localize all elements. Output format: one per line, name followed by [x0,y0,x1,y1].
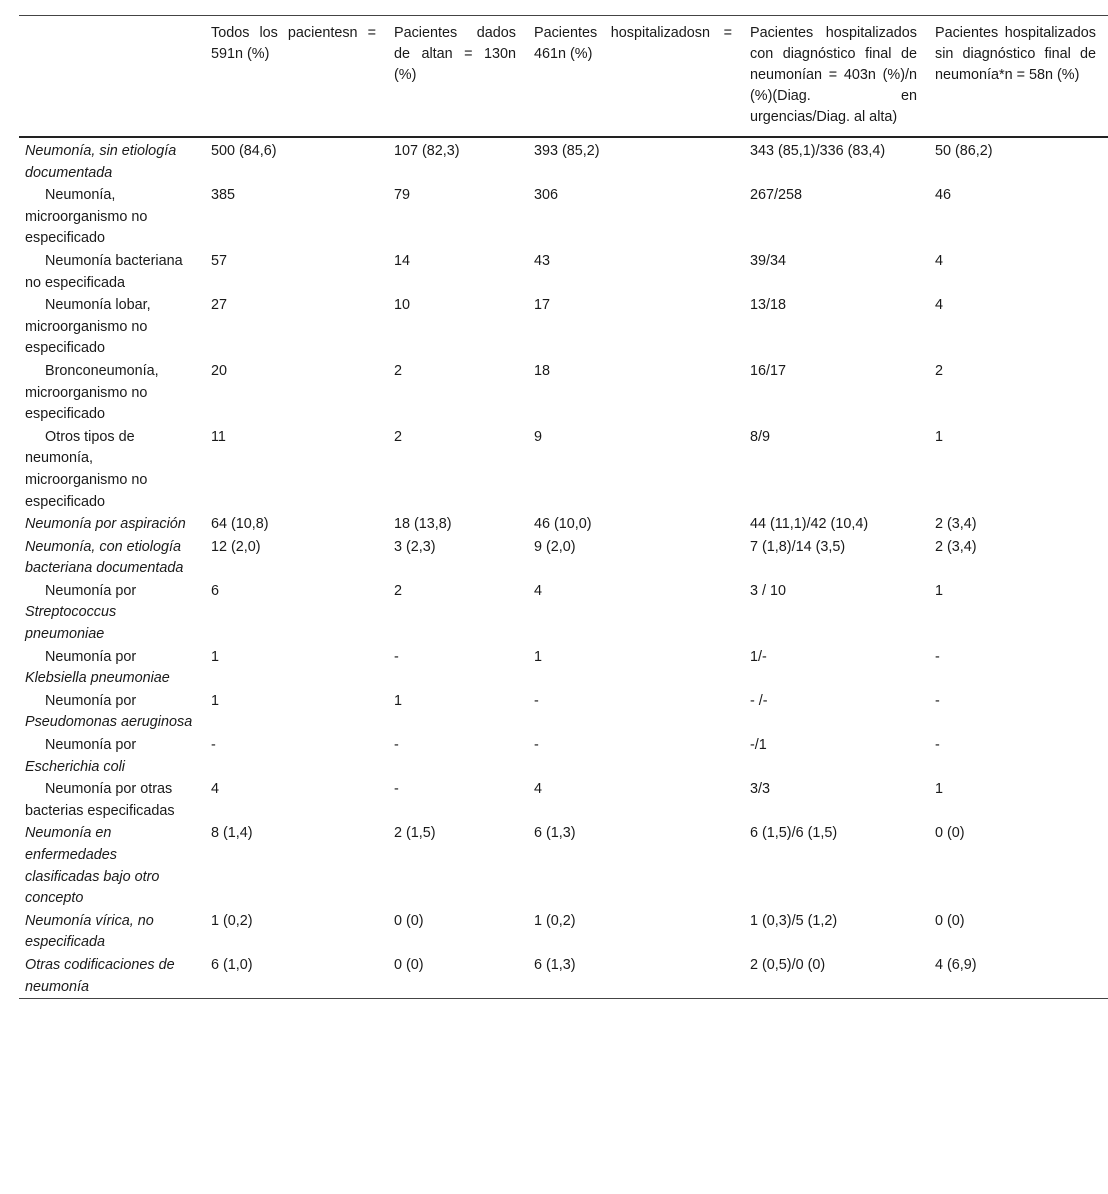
table-cell: 8 (1,4) [211,825,253,842]
table-row [19,536,1108,580]
row-label [19,426,205,513]
table-cell: 14 [394,252,411,269]
table-cell: 57 [211,252,228,269]
row-label [19,137,205,184]
organism-name: Streptococcus pneumoniae [25,604,117,643]
table-cell: 0 (0) [394,912,424,929]
table-row [19,426,1108,513]
table-cell: 393 (85,2) [534,143,600,159]
table-cell: 50 (86,2) [935,143,993,159]
table-cell: 18 [534,362,551,379]
table-cell: 4 [534,582,543,599]
table-cell: 4 (6,9) [935,956,977,973]
table-row [19,690,1108,734]
table-cell: - [534,737,539,754]
table-cell: 7 (1,8)/14 (3,5) [750,538,846,555]
table-cell: 1 [935,781,944,798]
table-cell: 12 (2,0) [211,538,261,555]
table-cell: 13/18 [750,297,787,314]
table-cell: 1 (0,3)/5 (1,2) [750,912,838,929]
table-cell: 4 [935,252,944,269]
row-label [19,250,205,294]
table-cell: 1 [211,692,220,709]
row-label-text: Neumonía por otras bacterias especificadas [25,781,175,819]
table-cell: 500 (84,6) [211,143,277,159]
table-cell: 0 (0) [935,912,965,929]
table-cell: 46 (10,0) [534,516,592,533]
row-label [19,646,205,690]
header-hospitalized-without-dx: Pacientes hospitalizados sin diagnóstico final de neumonía*n = 58n (%) [935,25,1096,83]
row-label-text: Neumonía por [45,648,137,665]
table-cell: 306 [534,187,559,204]
table-cell: 1 (0,2) [534,912,576,929]
row-label-text: Neumonía lobar, microorganismo no especificado [25,297,151,357]
table-row [19,137,1108,184]
row-label [19,294,205,360]
row-label [19,734,205,778]
table-cell: 9 [534,428,543,445]
table-cell: 2 [935,362,944,379]
organism-name: Pseudomonas aeruginosa [25,714,193,731]
table-cell: - [935,648,940,665]
table-cell: - [394,737,399,754]
pneumonia-coding-table [19,15,1108,999]
table-cell: 0 (0) [394,956,424,973]
table-cell: 16/17 [750,362,787,379]
table-cell: 46 [935,187,952,204]
table-cell: 2 [394,428,403,445]
table-row [19,250,1108,294]
table-cell: 39/34 [750,252,787,269]
table-cell: 1/- [750,648,767,665]
table-cell: 2 (3,4) [935,538,977,555]
table-cell: 6 (1,3) [534,825,576,842]
header-all-patients: Todos los pacientesn = 591n (%) [211,25,376,62]
table-row [19,910,1108,954]
table-cell: - [534,692,539,709]
organism-name: Klebsiella pneumoniae [25,670,170,687]
table-cell: 6 (1,0) [211,956,253,973]
table-cell: 3 / 10 [750,582,787,599]
row-label [19,690,205,734]
table-body [19,137,1108,999]
table-cell: 10 [394,297,411,314]
header-cell-empty [19,16,205,138]
row-label-text: Otras codificaciones de neumonía [25,956,175,995]
header-row [19,16,1108,138]
table-row [19,646,1108,690]
table-cell: 4 [211,781,220,798]
row-label [19,910,205,954]
row-label-text: Neumonía, con etiología bacteriana documentada [25,538,184,577]
row-label-text: Neumonía en enfermedades clasificadas bajo otro concepto [25,825,160,907]
row-label [19,580,205,646]
table-cell: 1 [211,648,220,665]
table-cell: -/1 [750,737,767,754]
table-cell: 343 (85,1)/336 (83,4) [750,143,886,159]
table-cell: - [935,737,940,754]
table-cell: 2 (3,4) [935,516,977,533]
table-cell: 2 (0,5)/0 (0) [750,956,826,973]
header-hospitalized: Pacientes hospitalizadosn = 461n (%) [534,25,732,62]
table-cell: 44 (11,1)/42 (10,4) [750,516,869,533]
row-label-text: Otros tipos de neumonía, microorganismo no especificado [25,428,148,510]
table-cell: 9 (2,0) [534,538,576,555]
table-cell: 0 (0) [935,825,965,842]
table-cell: - [394,781,399,798]
table-cell: 1 [534,648,543,665]
row-label-text: Bronconeumonía, microorganismo no especificado [25,362,159,423]
table-cell: 27 [211,297,228,314]
table-cell: 3/3 [750,781,771,798]
table-row [19,778,1108,822]
table-cell: 2 [394,362,403,379]
table-cell: - [935,692,940,709]
table-cell: 18 (13,8) [394,516,452,533]
row-label-text: Neumonía vírica, no especificada [25,912,154,951]
row-label [19,954,205,999]
table-row [19,294,1108,360]
table-cell: 6 (1,5)/6 (1,5) [750,825,838,842]
table-cell: - /- [750,692,768,709]
row-label [19,360,205,426]
table-cell: 6 (1,3) [534,956,576,973]
table-row [19,580,1108,646]
row-label [19,513,205,536]
table-cell: 2 (1,5) [394,825,436,842]
header-discharged: Pacientes dados de altan = 130n (%) [394,25,516,83]
table-row [19,360,1108,426]
table-cell: 4 [935,297,944,314]
table-row [19,184,1108,250]
table-cell: 79 [394,187,411,204]
table-cell: 1 [394,692,403,709]
table-cell: 2 [394,582,403,599]
row-label [19,536,205,580]
row-label-text: Neumonía, microorganismo no especificado [25,187,148,247]
row-label-text: Neumonía por [45,692,137,709]
table-cell: 17 [534,297,551,314]
table-cell: 1 (0,2) [211,912,253,929]
row-label-text: Neumonía bacteriana no especificada [25,252,183,291]
organism-name: Escherichia coli [25,758,125,775]
table-cell: - [211,737,216,754]
table-cell: 8/9 [750,428,771,445]
row-label [19,822,205,909]
table-cell: 11 [211,428,226,445]
row-label [19,778,205,822]
table-row [19,822,1108,909]
row-label [19,184,205,250]
header-hospitalized-with-dx: Pacientes hospitalizados con diagnóstico final de neumonían = 403n (%)/n (%)(Diag. en urgencias/Diag. al alta) [750,25,917,125]
table-header [19,16,1108,138]
row-label-text: Neumonía por aspiración [25,516,186,533]
table-cell: 64 (10,8) [211,516,269,533]
table-cell: 4 [534,781,543,798]
table-cell: - [394,648,399,665]
table-cell: 43 [534,252,551,269]
row-label-text: Neumonía, sin etiología documentada [25,143,177,181]
table-cell: 385 [211,187,236,204]
table-row [19,513,1108,536]
table-cell: 20 [211,362,228,379]
table-cell: 1 [935,428,944,445]
table-cell: 6 [211,582,220,599]
table-cell: 1 [935,582,944,599]
table-cell: 107 (82,3) [394,143,460,159]
row-label-text: Neumonía por [45,582,137,599]
table-cell: 3 (2,3) [394,538,436,555]
table-cell: 267/258 [750,187,803,204]
row-label-text: Neumonía por [45,737,137,754]
table-row [19,734,1108,778]
table-row [19,954,1108,999]
